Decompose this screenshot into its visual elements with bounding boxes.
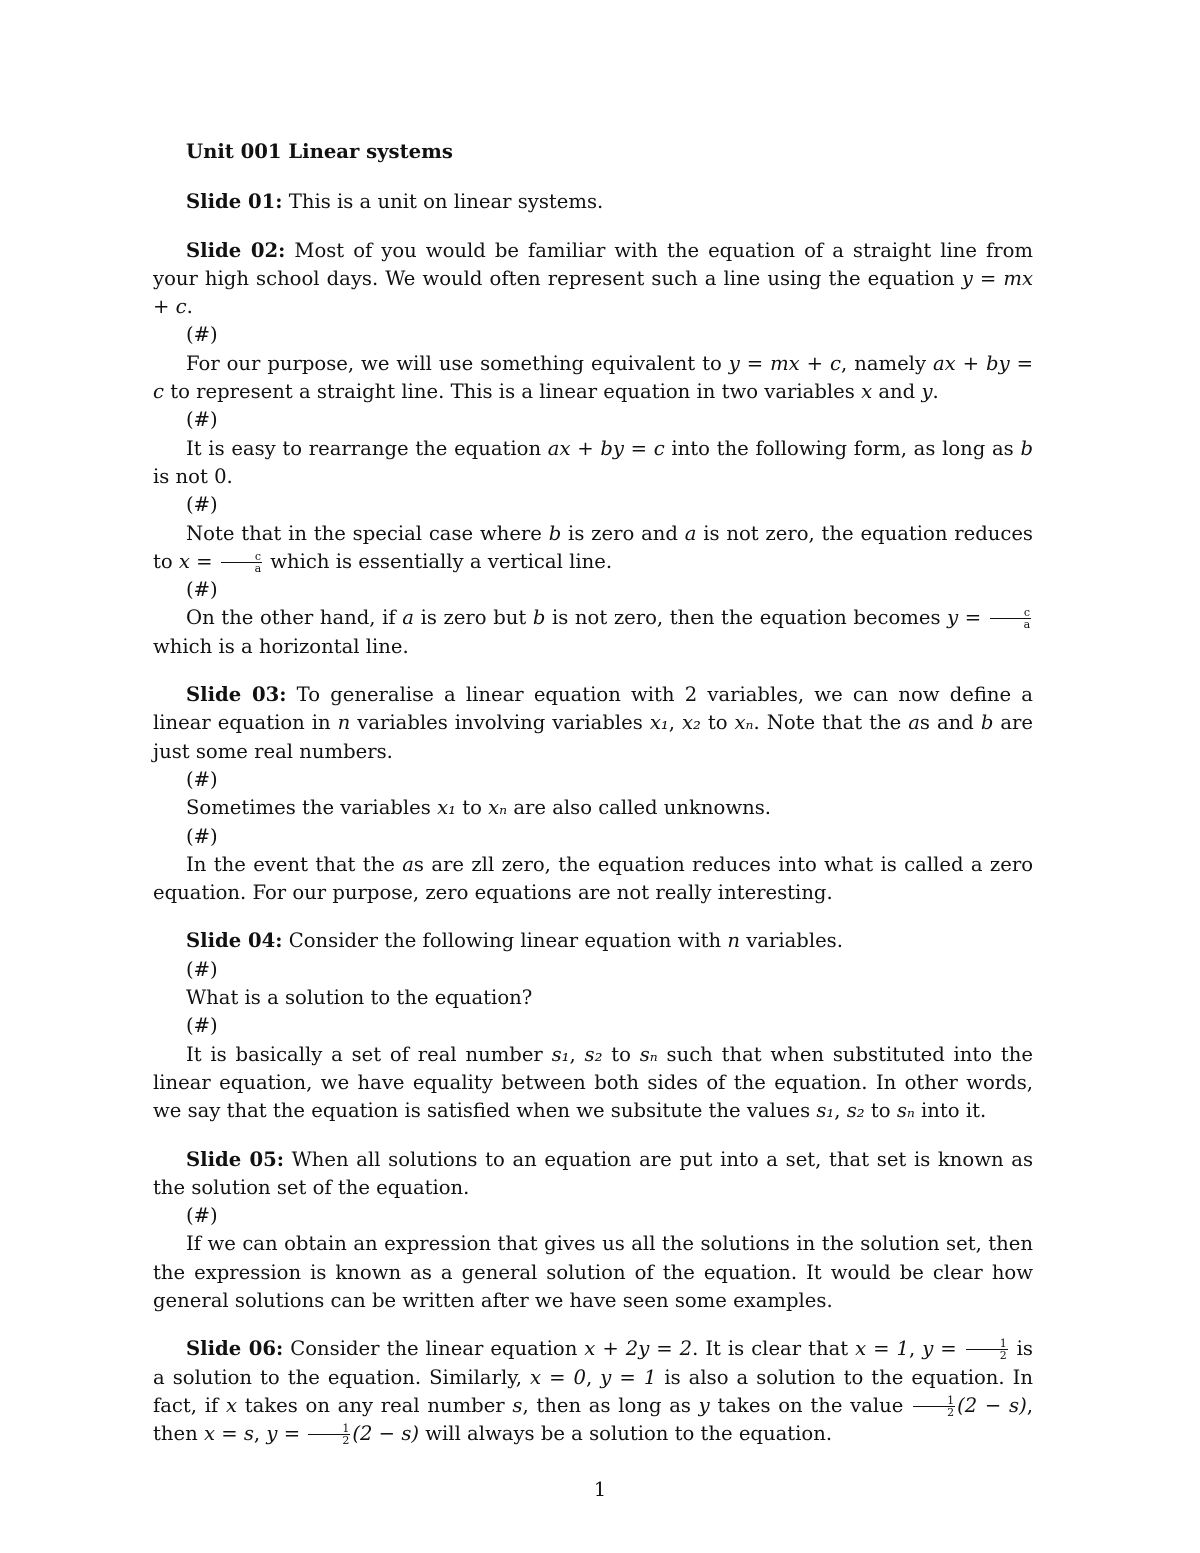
slide-06-paragraph-1: Slide 06: Consider the linear equation x + 2y = 2. It is clear that x = 1, y = $\frac{1}{2}$ is a solution to the equation. Similarly, x = 0, y = 1 is also a solution to the equation. In fact, if x takes on any real number s, then as long as y takes on the value $\frac{1}{2}$ (2 − s), then x = s, y = $\frac{1}{2}$ (2 − s) will always be a solution to the equation. bbox=[153, 1337, 1034, 1448]
fraction: $\frac{1}{2}$ bbox=[308, 1423, 350, 1446]
slide-05-paragraph-1: Slide 05: When all solutions to an equation are put into a set, that set is known as the solution set of the equation. bbox=[153, 1147, 1034, 1199]
slide-04-paragraph-3: It is basically a set of real number s₁, s₂ to sₙ such that when substituted into the linear equation, we have equality between both sides of the equation. In other words, we say that the equation is satisfied when we subsitute the values s₁, s₂ to sₙ into it. bbox=[153, 1042, 1033, 1123]
hash-marker: (#) bbox=[186, 408, 218, 432]
slide-01 bbox=[153, 188, 1033, 216]
slide-05 bbox=[153, 1146, 1033, 1316]
hash-marker: (#) bbox=[186, 824, 218, 848]
hash-marker: (#) bbox=[186, 1204, 218, 1228]
slide-04-paragraph-1: Slide 04: Consider the following linear equation with n variables. bbox=[186, 929, 843, 953]
slide-04-label: Slide 04: bbox=[186, 929, 283, 953]
slide-02-label: Slide 02: bbox=[186, 238, 286, 262]
page-title: Unit 001 Linear systems bbox=[186, 140, 453, 163]
hash-marker: (#) bbox=[186, 323, 218, 347]
fraction: $\frac{1}{2}$ bbox=[913, 1395, 955, 1418]
slide-06 bbox=[153, 1335, 1033, 1448]
slide-04-paragraph-2: What is a solution to the equation? bbox=[186, 986, 533, 1010]
document-page bbox=[153, 138, 1033, 1468]
slide-05-paragraph-2: If we can obtain an expression that gives us all the solutions in the solution set, then the expression is known as a general solution of the equation. It would be clear how general solutions can be written after we have seen some examples. bbox=[153, 1232, 1033, 1312]
hash-marker: (#) bbox=[186, 957, 218, 981]
hash-marker: (#) bbox=[186, 578, 218, 602]
slide-03-paragraph-1: Slide 03: To generalise a linear equation with 2 variables, we can now define a linear equation in n variables involving variables x₁, x₂ to xₙ. Note that the as and b are just some real numbers. bbox=[153, 683, 1033, 763]
slide-02-paragraph-2: For our purpose, we will use something equivalent to y = mx + c, namely ax + by = c to represent a straight line. This is a linear equation in two variables x and y. bbox=[153, 351, 1034, 404]
slide-01-label: Slide 01: bbox=[186, 190, 283, 214]
slide-03-paragraph-2: Sometimes the variables x₁ to xₙ are also called unknowns. bbox=[186, 796, 772, 820]
fraction: $\frac{c}{a}$ bbox=[221, 551, 262, 574]
slide-02-paragraph-3: It is easy to rearrange the equation ax + by = c into the following form, as long as b is not 0. bbox=[153, 436, 1033, 488]
fraction: $\frac{1}{2}$ bbox=[966, 1338, 1008, 1361]
fraction: $\frac{c}{a}$ bbox=[990, 607, 1031, 630]
page-number: 1 bbox=[593, 1478, 607, 1501]
slide-02-paragraph-1: Slide 02: Most of you would be familiar with the equation of a straight line from your high school days. We would often represent such a line using the equation y = mx + c. bbox=[153, 238, 1033, 319]
hash-marker: (#) bbox=[186, 493, 218, 517]
hash-marker: (#) bbox=[186, 767, 218, 791]
hash-marker: (#) bbox=[186, 1014, 218, 1038]
slide-06-label: Slide 06: bbox=[186, 1337, 284, 1361]
slide-04 bbox=[153, 927, 1033, 1125]
slide-03-label: Slide 03: bbox=[186, 683, 287, 707]
slide-03 bbox=[153, 681, 1033, 907]
slide-02-paragraph-5: On the other hand, if a is zero but b is not zero, then the equation becomes y = $\frac{c}{a}$ which is a horizontal line. bbox=[153, 606, 1031, 658]
slide-03-paragraph-3: In the event that the as are zll zero, the equation reduces into what is called a zero equation. For our purpose, zero equations are not really interesting. bbox=[153, 852, 1033, 905]
slide-02-paragraph-4: Note that in the special case where b is zero and a is not zero, the equation reduces to x = $\frac{c}{a}$ which is essentially a vertical line. bbox=[153, 521, 1033, 575]
slide-02 bbox=[153, 237, 1033, 661]
slide-05-label: Slide 05: bbox=[186, 1147, 284, 1171]
slide-01-paragraph: Slide 01: This is a unit on linear systems. bbox=[186, 190, 604, 214]
